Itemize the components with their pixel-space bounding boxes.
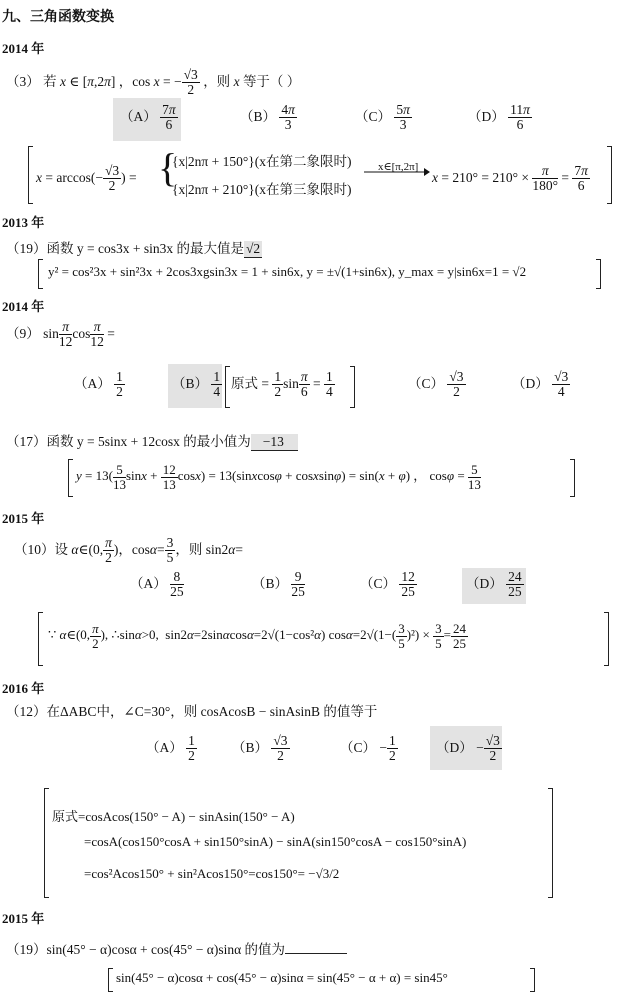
section-title: 九、三角函数变换 [2,9,114,25]
option-b: （B） $\frac{√3}{2}$ [232,733,288,764]
option-a: （A） $\frac{7\pi}{6}$ [120,102,176,133]
question-10: （10）设 α∈(0, $\frac{\pi}{2}$ )，cosα= $\frac{3}{5}$ ，则 sin2α= [14,535,243,566]
year-heading: 2014 年 [2,41,45,56]
bracket-left [108,968,113,992]
option-c: （C） $\frac{12}{25}$ [360,569,415,600]
option-d: （D） − $\frac{√3}{2}$ [436,733,500,764]
year-heading: 2013 年 [2,215,45,230]
bracket-right [607,146,612,204]
year-heading: 2014 年 [2,299,45,314]
solution-lead: x = arccos(− $\frac{√3}{2}$ ) = [36,163,137,194]
bracket-left [38,259,43,289]
year-heading: 2016 年 [2,681,45,696]
solution-case-2: {x|2nπ + 210°}(x在第三象限时) [172,182,352,197]
year-heading: 2015 年 [2,511,45,526]
solution-line-1: 原式=cosAcos(150° − A) − sinAsin(150° − A) [52,809,295,824]
bracket-right [530,968,535,992]
option-d: （D） $\frac{11\pi}{6}$ [468,102,530,133]
question-17: （17）函数 y = 5sinx + 12cosx 的最小值为 −13 [6,430,298,451]
option-b: （B） $\frac{1}{4}$ [172,369,221,400]
bracket-right [548,788,553,898]
bracket-left [44,788,49,898]
question-12: （12）在ΔABC中，∠C=30°，则 cosAcosB − sinAsinB 的值等于 [6,704,378,719]
question-19: （19）sin(45° − α)cosα + cos(45° − α)sinα 的值为 [6,938,347,958]
bracket-left [225,366,230,408]
arrow-icon [364,166,430,182]
bracket-left [38,612,43,666]
question-number: （3） [6,73,40,89]
solution: y = 13( $\frac{5}{13}$ sinx + $\frac{12}{13}$ cosx) = 13(sinxcosφ + cosxsinφ) = sin(x + φ) ， cosφ = $\frac{5}{13}$ [76,462,481,492]
option-c: （C） $\frac{√3}{2}$ [408,369,464,400]
option-c: （C） − $\frac{1}{2}$ [340,733,396,764]
bracket-left [28,146,33,204]
answer-blank[interactable] [285,941,347,954]
bracket-right [570,459,575,497]
option-b: （B） $\frac{4\pi}{3}$ [240,102,295,133]
bracket-right [604,612,609,666]
option-a: （A） $\frac{1}{2}$ [74,369,123,400]
question-9: （9） sin $\frac{\pi}{12}$ cos $\frac{\pi}{12}$ = [6,319,115,350]
option-d: （D） $\frac{√3}{4}$ [512,369,569,400]
solution: sin(45° − α)cosα + cos(45° − α)sinα = sin(45° − α + α) = sin45° [116,970,448,985]
question-stem: ，则 [203,73,231,89]
bracket-left [68,459,73,497]
option-a: （A） $\frac{8}{25}$ [130,569,184,600]
solution: y² = cos²3x + sin²3x + 2cos3xgsin3x = 1 + sin6x, y = ±√(1+sin6x), y_max = y|sin6x=1 = √2 [48,264,527,279]
inline-solution: 原式 = $\frac{1}{2}$ sin $\frac{\pi}{6}$ = $\frac{1}{4}$ [231,369,333,400]
solution-result: x = 210° = 210° × $\frac{\pi}{180^\circ}$ = $\frac{7\pi}{6}$ [432,163,588,194]
year-heading: 2015 年 [2,911,45,926]
question-stem: 等于（ ） [242,73,301,89]
bracket-right [350,366,355,408]
solution: ∵ α∈(0, $\frac{\pi}{2}$ ), ∴sinα>0, sin2α=2sinαcosα=2√(1−cos²α) cosα=2√(1−( $\frac{3}{5}$ )²) × $\frac{3}{5}$ = $\frac{24}{25}$ [48,621,466,651]
question-19: （19）函数 y = cos3x + sin3x 的最大值是 √2 [6,241,261,256]
option-c: （C） $\frac{5\pi}{3}$ [355,102,410,133]
answer-blank: −13 [251,434,298,451]
question-3: （3） 若 x ∈ [π,2π] ，cos x = − $\frac{√3}{2}$ ，则 x 等于（ ） [6,67,301,98]
option-a: （A） $\frac{1}{2}$ [146,733,195,764]
question-stem: 若 [43,73,57,89]
brace-icon: { [158,145,178,190]
arrow-label: x∈[π,2π] [378,161,419,173]
solution-line-3: =cos²Acos150° + sin²Acos150°=cos150°= −√3/2 [84,866,340,881]
option-d: （D） $\frac{24}{25}$ [466,569,522,600]
bracket-right [596,259,601,289]
option-b: （B） $\frac{9}{25}$ [252,569,305,600]
answer-blank: √2 [245,241,261,256]
solution-case-1: {x|2nπ + 150°}(x在第二象限时) [172,154,352,169]
solution-line-2: =cosA(cos150°cosA + sin150°sinA) − sinA(sin150°cosA − cos150°sinA) [84,834,467,849]
